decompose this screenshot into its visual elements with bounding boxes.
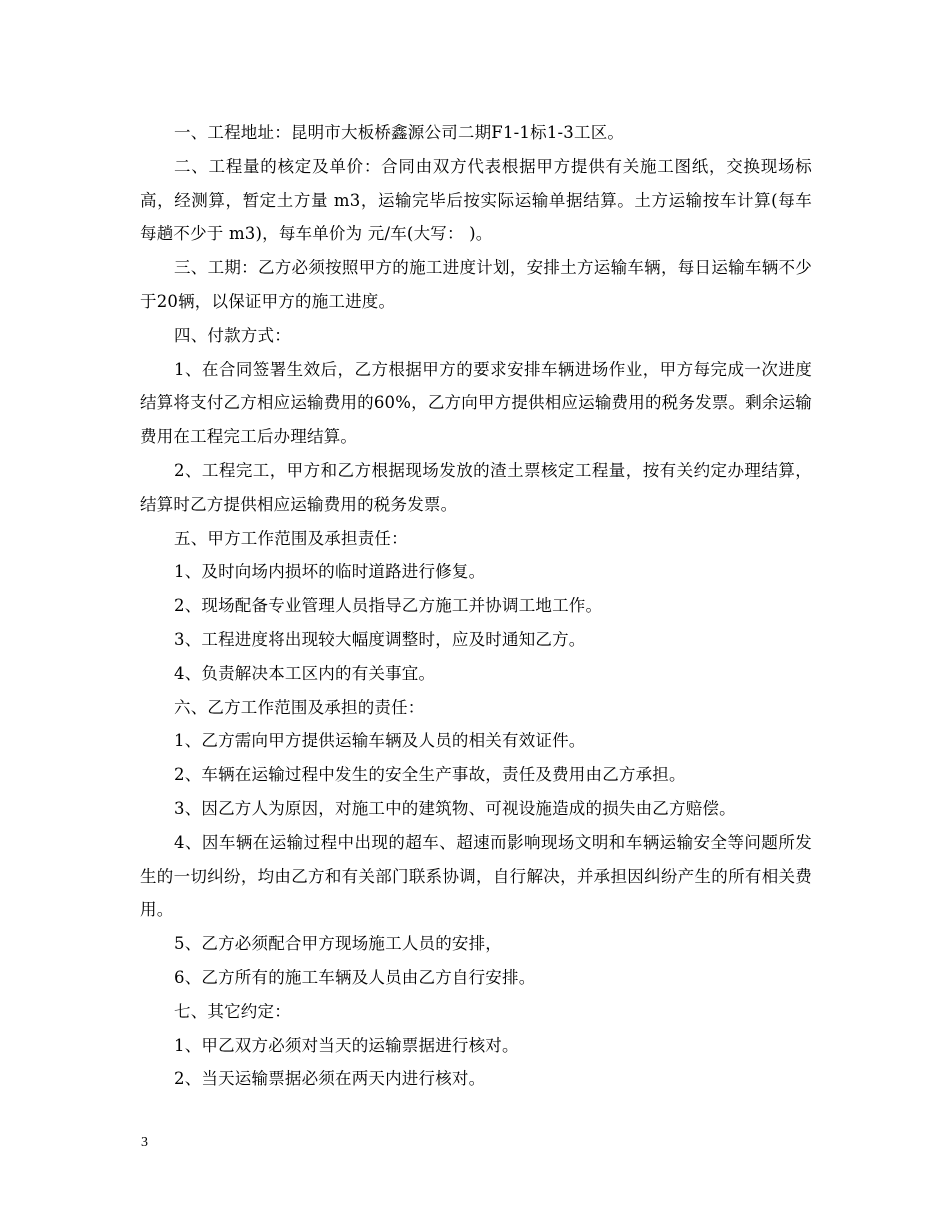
paragraph-party-b-1: 1、乙方需向甲方提供运输车辆及人员的相关有效证件。	[174, 731, 586, 751]
paragraph-party-a-3: 3、工程进度将出现较大幅度调整时，应及时通知乙方。	[174, 629, 586, 649]
paragraph-payment-2: 2、工程完工，甲方和乙方根据现场发放的渣土票核定工程量，按有关约定办理结算，结算时乙方提供相应运输费用的税务发票。	[140, 460, 812, 514]
paragraph-party-b-5: 5、乙方必须配合甲方现场施工人员的安排，	[174, 934, 502, 954]
paragraph-party-b-4: 4、因车辆在运输过程中出现的超车、超速而影响现场文明和车辆运输安全等问题所发生的一切纠纷，均由乙方和有关部门联系协调，自行解决，并承担因纠纷产生的所有相关费用。	[140, 832, 812, 920]
paragraph-party-a-4: 4、负责解决本工区内的有关事宜。	[174, 663, 436, 683]
paragraph-other-2: 2、当天运输票据必须在两天内进行核对。	[174, 1069, 486, 1089]
paragraph-party-b-3: 3、因乙方人为原因，对施工中的建筑物、可视设施造成的损失由乙方赔偿。	[174, 798, 736, 818]
paragraph-project-address: 一、工程地址：昆明市大板桥鑫源公司二期F1-1标1-3工区。	[174, 123, 625, 142]
page-number: 3	[141, 1135, 148, 1150]
paragraph-party-a-1: 1、及时向场内损坏的临时道路进行修复。	[174, 562, 486, 582]
paragraph-schedule: 三、工期：乙方必须按照甲方的施工进度计划，安排土方运输车辆，每日运输车辆不少于20辆，以保证甲方的施工进度。	[140, 258, 812, 311]
heading-other-agreements: 七、其它约定：	[174, 1001, 291, 1021]
paragraph-quantity-and-price: 二、工程量的核定及单价：合同由双方代表根据甲方提供有关施工图纸，交换现场标高，经测算，暂定土方量 m3，运输完毕后按实际运输单据结算。土方运输按车计算(每车每趟不少于 m3)，每车单价为 元/车(大写： )。	[140, 156, 812, 244]
paragraph-other-1: 1、甲乙双方必须对当天的运输票据进行核对。	[174, 1035, 519, 1055]
document-body	[140, 116, 812, 1096]
paragraph-payment-1: 1、在合同签署生效后，乙方根据甲方的要求安排车辆进场作业，甲方每完成一次进度结算将支付乙方相应运输费用的60%，乙方向甲方提供相应运输费用的税务发票。剩余运输费用在工程完工后办理结算。	[140, 359, 812, 447]
heading-payment-method: 四、付款方式：	[174, 325, 291, 345]
paragraph-party-b-2: 2、车辆在运输过程中发生的安全生产事故，责任及费用由乙方承担。	[174, 765, 686, 785]
heading-party-b-responsibilities: 六、乙方工作范围及承担的责任：	[174, 697, 425, 717]
paragraph-party-b-6: 6、乙方所有的施工车辆及人员由乙方自行安排。	[174, 967, 536, 987]
paragraph-party-a-2: 2、现场配备专业管理人员指导乙方施工并协调工地工作。	[174, 596, 603, 616]
heading-party-a-responsibilities: 五、甲方工作范围及承担责任：	[174, 528, 408, 548]
